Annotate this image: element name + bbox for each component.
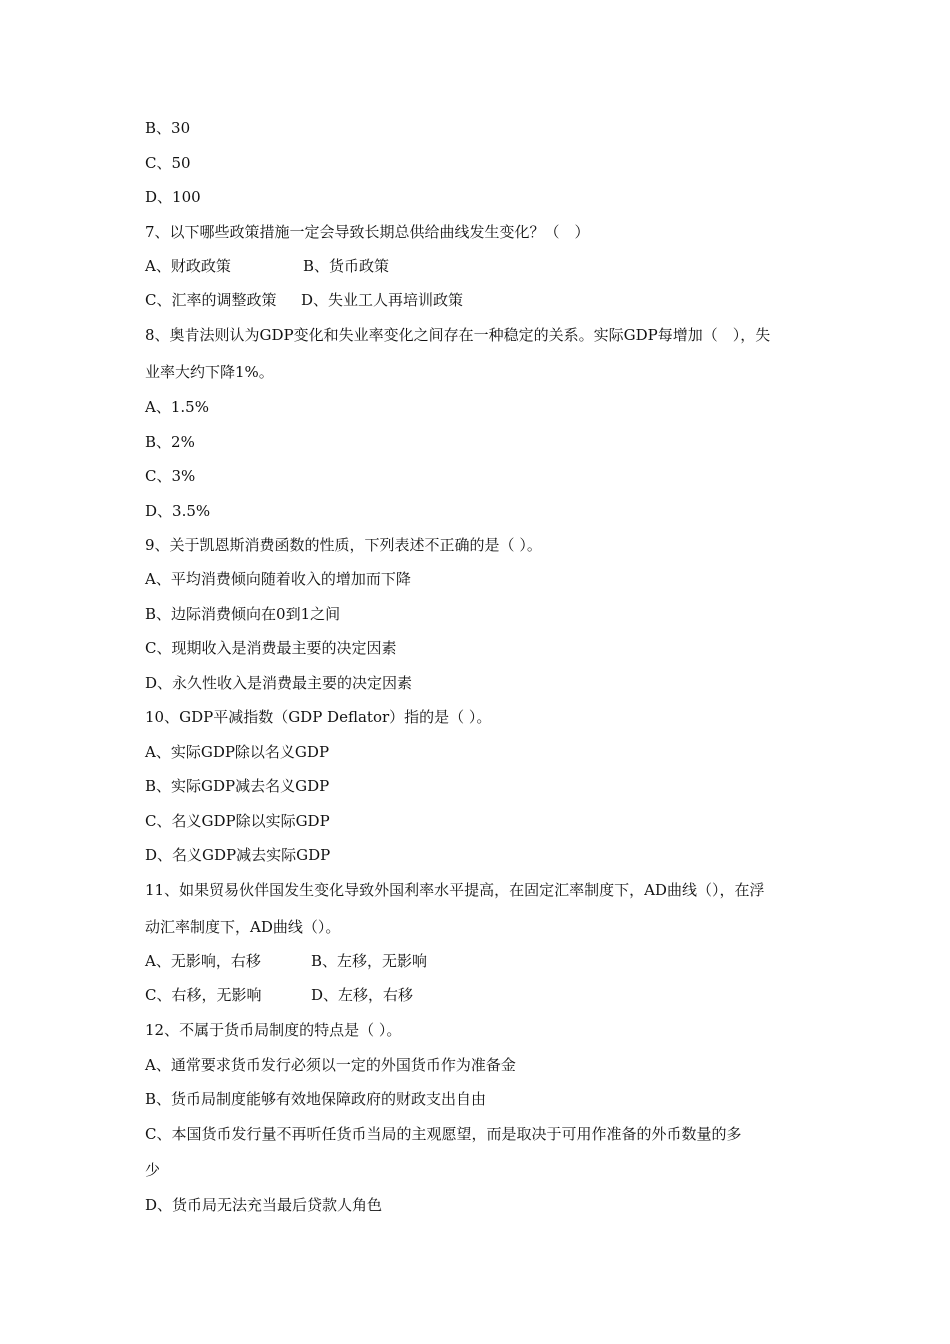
- q12-option-b: B、货币局制度能够有效地保障政府的财政支出自由: [145, 1090, 487, 1108]
- q12-option-a: A、通常要求货币发行必须以一定的外国货币作为准备金: [145, 1056, 516, 1074]
- q11-option-c: C、右移，无影响: [145, 986, 262, 1004]
- q9-option-c: C、现期收入是消费最主要的决定因素: [145, 639, 397, 657]
- q7-options-row-2: [145, 290, 810, 310]
- q7-option-b: B、货币政策: [303, 257, 390, 275]
- q12-option-c-line-1: C、本国货币发行量不再听任货币当局的主观愿望，而是取决于可用作准备的外币数量的多: [145, 1125, 742, 1143]
- q9-option-d: D、永久性收入是消费最主要的决定因素: [145, 674, 413, 692]
- q7-stem: 7、以下哪些政策措施一定会导致长期总供给曲线发生变化？（ ）: [145, 223, 590, 241]
- q7-option-c: C、汇率的调整政策: [145, 291, 277, 309]
- q10-stem: 10、GDP平减指数（GDP Deflator）指的是（ ）。: [145, 708, 492, 726]
- q12-option-c-line-2: 少: [145, 1161, 161, 1179]
- q11-option-a: A、无影响，右移: [145, 952, 261, 970]
- q8-stem-line-2: 业率大约下降1%。: [145, 363, 274, 381]
- q8-stem-line-1: 8、奥肯法则认为GDP变化和失业率变化之间存在一种稳定的关系。实际GDP每增加（ ），失: [145, 326, 771, 344]
- q10-option-c: C、名义GDP除以实际GDP: [145, 812, 330, 830]
- q10-option-a: A、实际GDP除以名义GDP: [145, 743, 330, 761]
- q8-option-b: B、2%: [145, 433, 195, 451]
- q11-option-d: D、左移，右移: [311, 986, 414, 1004]
- q11-options-row-1: [145, 951, 810, 971]
- q9-stem: 9、关于凯恩斯消费函数的性质，下列表述不正确的是（ ）。: [145, 536, 542, 554]
- q10-option-d: D、名义GDP减去实际GDP: [145, 846, 331, 864]
- q6-option-b: B、30: [145, 119, 191, 137]
- q12-stem: 12、不属于货币局制度的特点是（ ）。: [145, 1021, 402, 1039]
- q11-stem-line-1: 11、如果贸易伙伴国发生变化导致外国利率水平提高，在固定汇率制度下，AD曲线（），在浮: [145, 881, 765, 899]
- q11-options-row-2: [145, 985, 810, 1005]
- q9-option-b: B、边际消费倾向在0到1之间: [145, 605, 341, 623]
- q7-option-a: A、财政政策: [145, 257, 231, 275]
- q6-option-d: D、100: [145, 188, 201, 206]
- q9-option-a: A、平均消费倾向随着收入的增加而下降: [145, 570, 411, 588]
- q8-option-c: C、3%: [145, 467, 196, 485]
- q11-stem-line-2: 动汇率制度下，AD曲线（）。: [145, 918, 341, 936]
- q7-option-d: D、失业工人再培训政策: [301, 291, 464, 309]
- q12-option-d: D、货币局无法充当最后贷款人角色: [145, 1196, 383, 1214]
- q7-options-row-1: [145, 256, 810, 276]
- q6-option-c: C、50: [145, 154, 191, 172]
- q8-option-a: A、1.5%: [145, 398, 209, 416]
- q10-option-b: B、实际GDP减去名义GDP: [145, 777, 330, 795]
- q8-option-d: D、3.5%: [145, 502, 211, 520]
- q11-option-b: B、左移，无影响: [311, 952, 428, 970]
